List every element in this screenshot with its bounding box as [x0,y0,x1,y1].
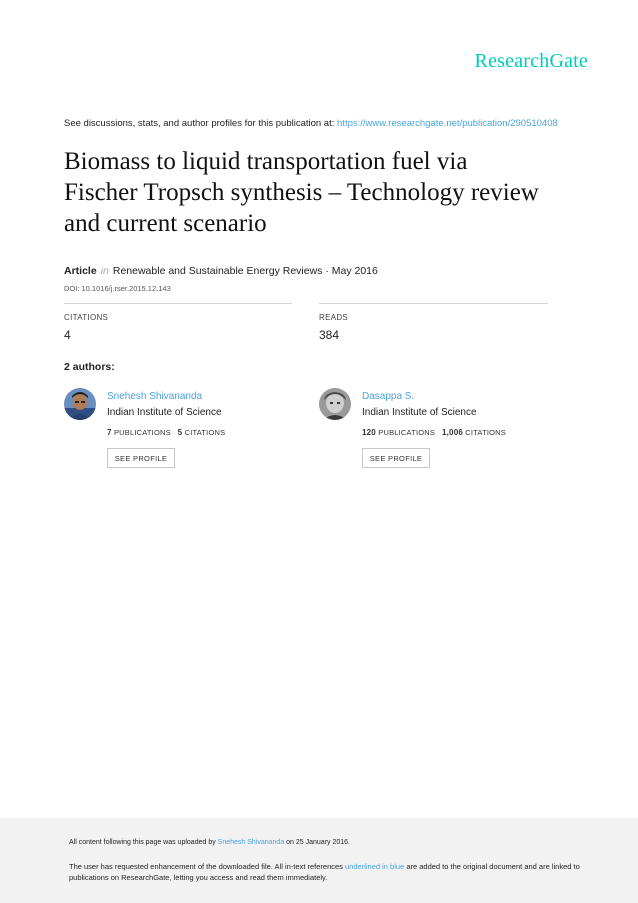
enhancement-note [69,861,589,883]
see-profile-button[interactable]: SEE PROFILE [107,448,175,468]
author-name[interactable]: Snehesh Shivananda [107,391,203,402]
note-prefix: The user has requested enhancement of the downloaded file. All in-text references [69,862,346,871]
author-name[interactable]: Dasappa S. [362,391,415,402]
publications-count: 7 [107,428,112,437]
publication-title [64,146,584,239]
upload-suffix: on 25 January 2016. [284,839,350,846]
reads-value: 384 [319,328,340,342]
footer [0,818,638,903]
publication-meta [64,265,378,277]
discussion-text: See discussions, stats, and author profiles for this publication at: [64,118,338,129]
reads-label: READS [319,313,349,322]
citations-count: 1,006 [441,428,463,437]
avatar[interactable] [64,388,96,420]
uploader-link[interactable]: Snehesh Shivananda [217,839,285,846]
publication-link[interactable]: https://www.researchgate.net/publication/290510408 [337,118,558,129]
title-line: Fischer Tropsch synthesis – Technology review [64,179,539,206]
note-suffix: are added to the original document and are linked to publications on ResearchGate, letting you access and read them immediately. [69,862,580,882]
author-institution: Indian Institute of Science [107,407,222,418]
divider [64,303,292,304]
citations-label: CITATIONS [465,428,506,437]
citations-label: CITATIONS [64,313,109,322]
upload-prefix: All content following this page was uploaded by [69,839,218,846]
publication-type: Article [64,265,97,277]
venue-date[interactable]: Renewable and Sustainable Energy Reviews · May 2016 [112,265,378,277]
divider [319,303,548,304]
author-counts [107,428,225,437]
author-institution: Indian Institute of Science [362,407,477,418]
publications-count: 120 [362,428,376,437]
in-word: in [100,265,109,277]
avatar[interactable] [319,388,351,420]
discussion-line [64,118,584,129]
title-line: and current scenario [64,210,267,237]
author-counts [362,428,506,437]
upload-note [69,839,350,846]
citations-count: 5 [177,428,183,437]
authors-heading: 2 authors: [64,361,115,373]
publications-label: PUBLICATIONS [113,428,171,437]
doi: DOI: 10.1016/j.rser.2015.12.143 [64,284,171,293]
researchgate-logo[interactable]: ResearchGate [474,50,588,72]
citations-label: CITATIONS [184,428,226,437]
publications-label: PUBLICATIONS [378,428,436,437]
title-line: Biomass to liquid transportation fuel via [64,148,468,175]
citations-value: 4 [64,328,71,342]
see-profile-button[interactable]: SEE PROFILE [362,448,430,468]
note-link: underlined in blue [345,862,405,871]
